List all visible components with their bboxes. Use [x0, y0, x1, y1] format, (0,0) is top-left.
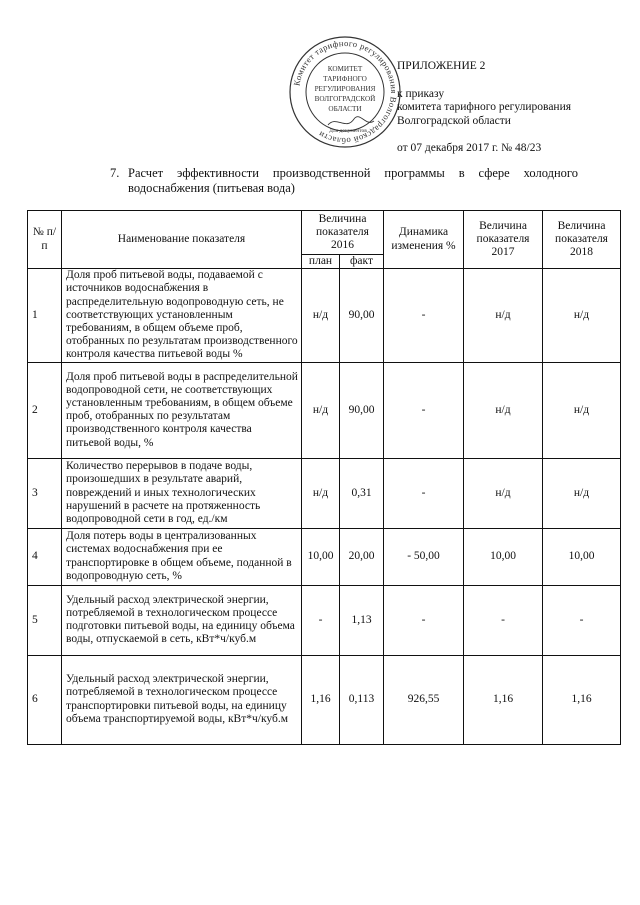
svg-text:ВОЛГОГРАДСКОЙ: ВОЛГОГРАДСКОЙ [314, 95, 376, 103]
value-2018: н/д [543, 458, 621, 528]
fact-2016: 1,13 [340, 585, 384, 655]
plan-2016: н/д [302, 269, 340, 362]
fact-2016: 90,00 [340, 362, 384, 458]
appendix-title: ПРИЛОЖЕНИЕ 2 [397, 60, 486, 72]
header-plan: план [302, 255, 340, 269]
fact-2016: 0,113 [340, 655, 384, 744]
row-number: 1 [28, 269, 62, 362]
value-2017: н/д [464, 269, 543, 362]
plan-2016: - [302, 585, 340, 655]
svg-text:Для документов: Для документов [329, 128, 367, 134]
plan-2016: 1,16 [302, 655, 340, 744]
dynamics: - [384, 458, 464, 528]
header-value-2016: Величина показателя 2016 [302, 211, 384, 255]
svg-text:КОМИТЕТ: КОМИТЕТ [327, 65, 363, 73]
header-dynamics: Динамика изменения % [384, 211, 464, 269]
value-2018: н/д [543, 362, 621, 458]
value-2017: 1,16 [464, 655, 543, 744]
indicator-name: Удельный расход электрической энергии, потребляемой в технологическом процессе транспортировки питьевой воды, на единицу объема транспортируемой воды, кВт*ч/куб.м [62, 655, 302, 744]
value-2018: - [543, 585, 621, 655]
svg-text:РЕГУЛИРОВАНИЯ: РЕГУЛИРОВАНИЯ [314, 85, 376, 93]
row-number: 2 [28, 362, 62, 458]
order-date: от 07 декабря 2017 г. № 48/23 [397, 141, 542, 154]
table-row [28, 585, 621, 655]
row-number: 6 [28, 655, 62, 744]
fact-2016: 90,00 [340, 269, 384, 362]
table-row [28, 269, 621, 362]
value-2018: н/д [543, 269, 621, 362]
table-row [28, 362, 621, 458]
region-name: Волгоградской области [397, 114, 511, 127]
section-title-line1: Расчет эффективности производственной программы в сфере холодного [128, 166, 578, 180]
efficiency-table [27, 210, 621, 745]
header-value-2017: Величина показателя 2017 [464, 211, 543, 269]
header-value-2018: Величина показателя 2018 [543, 211, 621, 269]
indicator-name: Доля проб питьевой воды, подаваемой с источников водоснабжения в распределительную водопроводную сеть, не соответствующих установленным требованиям, в общем объеме проб, отобранных по результатам производственного контроля качества питьевой воды % [62, 269, 302, 362]
section-number: 7. [110, 166, 120, 180]
header-name: Наименование показателя [62, 211, 302, 269]
table-row [28, 528, 621, 585]
fact-2016: 20,00 [340, 528, 384, 585]
dynamics: - [384, 585, 464, 655]
value-2017: - [464, 585, 543, 655]
value-2018: 10,00 [543, 528, 621, 585]
dynamics: 926,55 [384, 655, 464, 744]
value-2018: 1,16 [543, 655, 621, 744]
stamp-seal-graphic [288, 35, 402, 149]
stamp-ring-text: Комитет тарифного регулирования Волгоградской области [291, 37, 400, 147]
table-row [28, 655, 621, 744]
value-2017: 10,00 [464, 528, 543, 585]
svg-text:ТАРИФНОГО: ТАРИФНОГО [323, 75, 367, 83]
official-stamp [288, 35, 402, 149]
header-num: № п/п [28, 211, 62, 269]
indicator-name: Доля потерь воды в централизованных системах водоснабжения при ее транспортировке в общем объеме, поданной в водопроводную сеть, % [62, 528, 302, 585]
dynamics: - [384, 269, 464, 362]
table-row [28, 458, 621, 528]
row-number: 3 [28, 458, 62, 528]
fact-2016: 0,31 [340, 458, 384, 528]
svg-text:ОБЛАСТИ: ОБЛАСТИ [328, 105, 362, 113]
indicator-name: Удельный расход электрической энергии, потребляемой в технологическом процессе подготовки питьевой воды, на единицу объема воды, отпускаемой в сеть, кВт*ч/куб.м [62, 585, 302, 655]
section-title-line2: водоснабжения (питьевая вода) [128, 181, 295, 195]
order-reference: к приказу [397, 88, 445, 101]
plan-2016: 10,00 [302, 528, 340, 585]
indicator-name: Доля проб питьевой воды в распределительной водопроводной сети, не соответствующих установленным требованиям, в общем объеме проб, отобранных по результатам производственного контроля качества питьевой воды, % [62, 362, 302, 458]
header-fact: факт [340, 255, 384, 269]
value-2017: н/д [464, 362, 543, 458]
row-number: 5 [28, 585, 62, 655]
plan-2016: н/д [302, 362, 340, 458]
committee-name: комитета тарифного регулирования [397, 101, 572, 114]
row-number: 4 [28, 528, 62, 585]
plan-2016: н/д [302, 458, 340, 528]
dynamics: - 50,00 [384, 528, 464, 585]
indicator-name: Количество перерывов в подаче воды, произошедших в результате аварий, повреждений и иных технологических нарушений в расчете на протяженность водопроводной сети в год, ед./км [62, 458, 302, 528]
value-2017: н/д [464, 458, 543, 528]
section-heading [110, 166, 578, 196]
appendix-header [397, 60, 637, 155]
dynamics: - [384, 362, 464, 458]
